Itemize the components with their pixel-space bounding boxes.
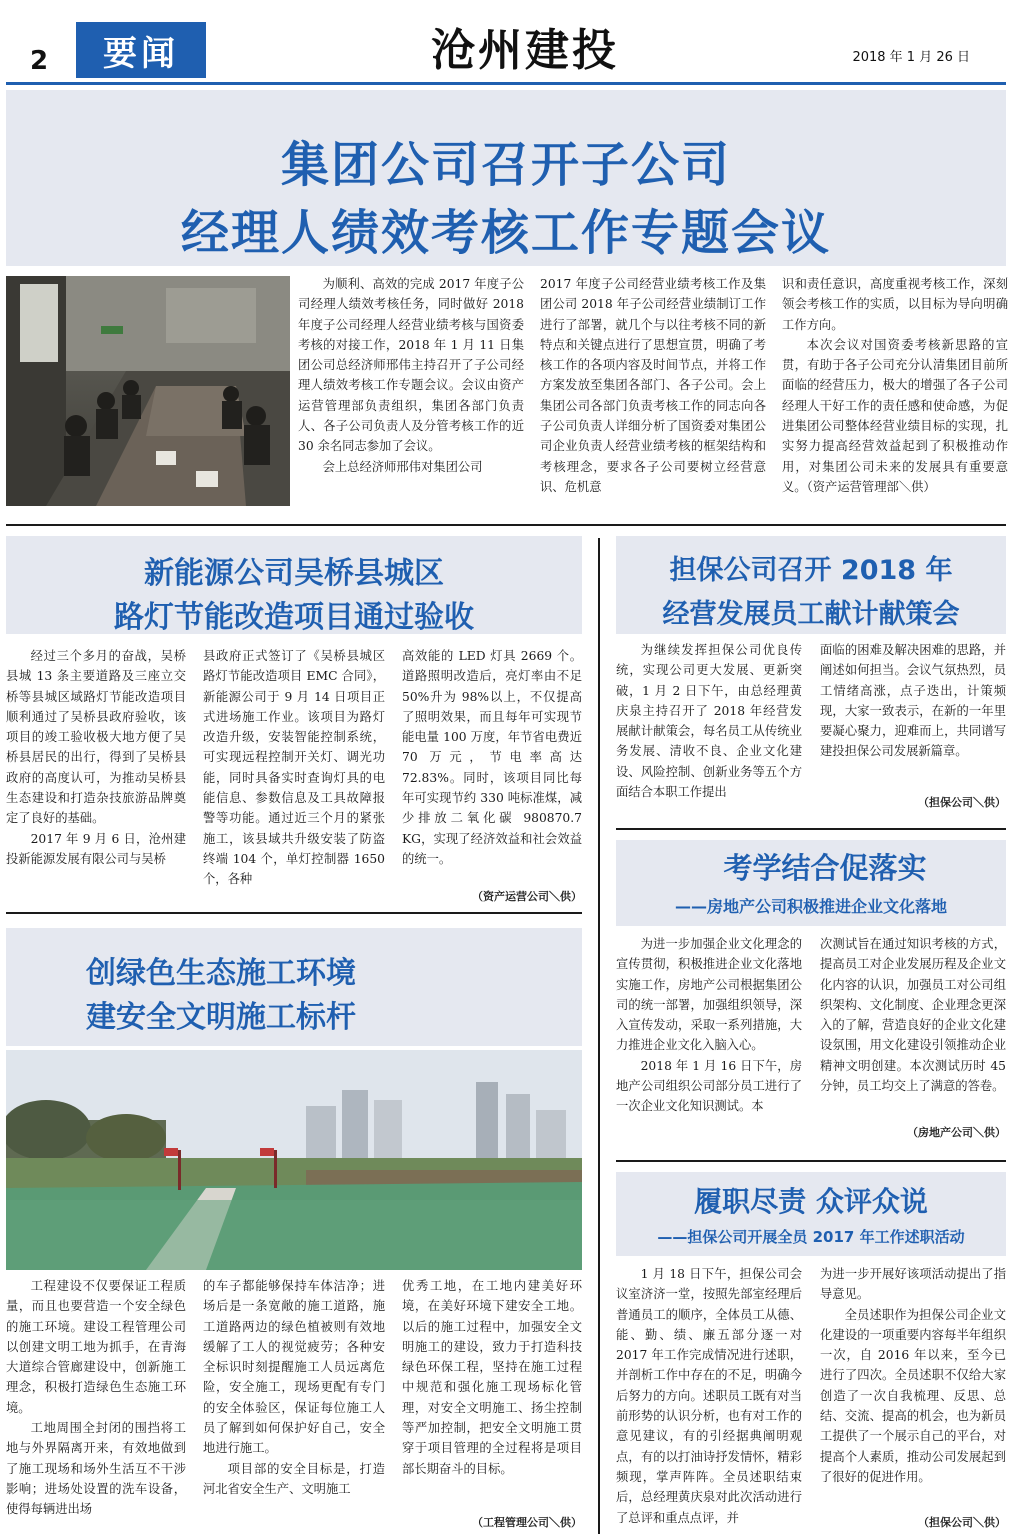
paragraph: 识和责任意识，高度重视考核工作，深刻领会考核工作的实质，以目标为导向明确工作方向。	[782, 277, 1008, 332]
lead-article-column-2	[540, 274, 766, 497]
green-construction-column-3	[402, 1276, 582, 1479]
paragraph: 1 月 18 日下午，担保公司会议室济济一堂，按照先部室经理后普通员工的顺序，全体员工从德、能、勤、绩、廉五部分逐一对 2017 年工作完成情况进行述职，并剖析工作中存在的不足，明确今后努力的方向。述职员工既有对当前形势的认识分析，也有对工作的意见建议，有的引经据典阐明观点，有的以打油诗抒发情怀，精彩频现，掌声阵阵。全员述职结束后，总经理黄庆泉对此次活动进行了总评和重点点评，并	[616, 1267, 802, 1525]
section-divider	[6, 912, 582, 914]
issue-date: 2018 年 1 月 26 日	[852, 50, 970, 65]
street-light-credit: （资产运营公司＼供）	[472, 890, 582, 903]
paragraph: 工地周围全封闭的围挡将工地与外界隔离开来，有效地做到了施工现场和场外生活互不干涉影响；进场处设置的洗车设备，使得每辆进出场	[6, 1421, 186, 1517]
guarantee-meeting-headline-line-1: 担保公司召开 2018 年	[669, 555, 953, 586]
paragraph: 为继续发挥担保公司优良传统，实现公司更大发展、更新突破，1 月 2 日下午，由总经理黄庆泉主持召开了 2018 年经营发展献计献策会，每名员工从传统业务发展、清收不良、企业文化建设、风险控制、创新业务等五个方面结合本职工作提出	[616, 643, 802, 800]
section-divider	[616, 828, 1006, 830]
paragraph: 2017 年度子公司经营业绩考核工作及集团公司 2018 年子公司经营业绩制订工作进行了部署，就几个与以往考核不同的新特点和关键点进行了思想宣贯，明确了考核工作的各项内容及时间节点，并将工作方案发放至集团各部门、各子公司。会上集团公司各部门负责考核工作的同志向各子公司负责人详细分析了国资委对集团公司企业负责人经营业绩考核的框架结构和考核理念，要求各子公司要树立经营意识、危机意	[540, 277, 766, 494]
culture-test-column-1	[616, 934, 802, 1117]
street-light-column-3	[402, 646, 582, 869]
annual-review-subheadline: ——担保公司开展全员 2017 年工作述职活动	[657, 1228, 965, 1246]
guarantee-meeting-headline-line-2: 经营发展员工献计献策会	[662, 599, 960, 630]
lead-headline-banner	[6, 90, 1006, 266]
paragraph: 的车子都能够保持车体洁净；进场后是一条宽敞的施工道路，施工道路两边的绿色植被则有效地缓解了工人的视觉疲劳；各种安全标识时刻提醒施工人员远离危险，安全施工，现场更配有专门的安全体验区，保证每位施工人员了解到如何保护好自己，安全地进行施工。	[203, 1279, 385, 1456]
paragraph: 次测试旨在通过知识考核的方式，提高员工对企业发展历程及企业文化内容的认识，加强员工对公司组织架构、文化制度、企业理念更深入的了解，营造良好的企业文化建设氛围，用文化建设引领推动企业精神文明创建。本次测试历时 45 分钟，员工均交上了满意的答卷。	[820, 937, 1006, 1094]
green-construction-headline-box	[6, 928, 582, 1046]
lead-article-column-1	[298, 274, 524, 477]
paragraph: 本次会议对国资委考核新思路的宣贯，有助于各子公司充分认清集团目前所面临的经营压力，极大的增强了各子公司经理人干好工作的责任感和使命感，为促进集团公司整体经营业绩目标的实现，扎实努力提高经营效益起到了积极推动作用，对集团公司未来的发展具有重要意义。（资产运营管理部＼供）	[782, 337, 1008, 494]
annual-review-headline-box	[616, 1172, 1006, 1256]
page-number: 2	[30, 46, 49, 76]
culture-test-headline: 考学结合促落实	[723, 851, 927, 885]
paragraph: 面临的困难及解决困难的思路，并阐述如何担当。会议气氛热烈，员工情绪高涨，点子迭出，计策频现，大家一致表示，在新的一年里要凝心聚力，迎难而上，共同谱写建投担保公司发展新篇章。	[820, 643, 1006, 759]
annual-review-column-2	[820, 1264, 1006, 1487]
guarantee-meeting-column-1	[616, 640, 802, 802]
lead-headline-line-1: 集团公司召开子公司	[280, 137, 731, 193]
paragraph: 为进一步加强企业文化理念的宣传贯彻，积极推进企业文化落地实施工作，房地产公司根据集团公司的统一部署，加强组织领导，深入宣传发动，采取一系列措施，大力推进企业文化入脑入心。	[616, 937, 802, 1053]
construction-site-photo	[6, 1050, 582, 1270]
paragraph: 工程建设不仅要保证工程质量，而且也要营造一个安全绿色的施工环境。建设工程管理公司以创建文明工地为抓手，在青海大道综合管廊建设中，创新施工理念，积极打造绿色生态施工环境。	[6, 1279, 186, 1415]
green-construction-credit: （工程管理公司＼供）	[472, 1516, 582, 1529]
guarantee-meeting-credit: （担保公司＼供）	[918, 796, 1006, 809]
newspaper-title: 沧州建投	[431, 25, 619, 76]
guarantee-meeting-column-2	[820, 640, 1006, 762]
meeting-room-illustration	[6, 276, 290, 506]
green-construction-headline-line-2: 建安全文明施工标杆	[86, 1000, 356, 1035]
annual-review-headline: 履职尽责 众评众说	[694, 1185, 928, 1218]
green-construction-headline-line-1: 创绿色生态施工环境	[86, 956, 356, 991]
culture-test-headline-box	[616, 840, 1006, 926]
paragraph: 为顺利、高效的完成 2017 年度子公司经理人绩效考核任务，同时做好 2018 年度子公司经理人经营业绩考核与国资委考核的对接工作，2018 年 1 月 11 日集团公司总经济师邢伟主持召开了子公司经理人绩效考核工作专题会议。会议由资产运营管理部负责组织，集团各部门负责人、各子公司负责人及分管考核工作的近 30 余名同志参加了会议。	[298, 277, 524, 454]
guarantee-meeting-headline-box	[616, 536, 1006, 634]
green-construction-column-2	[203, 1276, 385, 1499]
paragraph: 2017 年 9 月 6 日，沧州建投新能源发展有限公司与吴桥	[6, 831, 186, 866]
paragraph: 高效能的 LED 灯具 2669 个。道路照明改造后，亮灯率由不足 50%升为 98%以上，不仅提高了照明效果，而且每年可实现节能电量 100 万度，年节省电费近 70 万元，节电率高达 72.83%。同时，该项目同比每年可实现节约 330 吨标准煤，减少排放二氧化碳 980870.7 KG，实现了经济效益和社会效益的统一。	[402, 649, 582, 866]
street-light-headline-line-2: 路灯节能改造项目通过验收	[114, 600, 474, 635]
green-construction-column-1	[6, 1276, 186, 1520]
section-tab: 要闻	[76, 22, 206, 78]
paragraph: 县政府正式签订了《吴桥县城区路灯节能改造项目 EMC 合同》，新能源公司于 9 月 14 日项目正式进场施工作业。该项目为路灯改造升级，安装智能控制系统，可实现远程控制开关灯、调光功能，同时具备实时查询灯具的电能信息、参数信息及工具故障报警等功能。通过近三个月的紧张施工，该县域共升级安装了防盗终端 104 个，单灯控制器 1650 个，各种	[203, 649, 385, 887]
masthead	[0, 0, 1012, 86]
masthead-rule	[6, 82, 1006, 85]
street-light-headline-box	[6, 536, 582, 634]
paragraph: 会上总经济师邢伟对集团公司	[322, 459, 483, 474]
culture-test-subheadline: ——房地产公司积极推进企业文化落地	[674, 897, 947, 916]
lead-article-column-3	[782, 274, 1008, 497]
culture-test-credit: （房地产公司＼供）	[907, 1126, 1006, 1139]
paragraph: 优秀工地，在工地内建美好环境，在美好环境下建安全工地。以后的施工过程中，加强安全文明施工的建设，致力于打造科技绿色环保工程，坚持在施工过程中规范和强化施工现场标化管理，对安全文明施工、扬尘控制等严加控制，把安全文明施工贯穿于项目管理的全过程将是项目部长期奋斗的目标。	[402, 1279, 582, 1476]
annual-review-column-1	[616, 1264, 802, 1528]
paragraph: 全员述职作为担保公司企业文化建设的一项重要内容每半年组织一次，自 2016 年以来，至今已进行了四次。全员述职不仅给大家创造了一次自我梳理、反思、总结、交流、提高的机会，也为新员工提供了一个展示自己的平台，对提高个人素质，推动公司发展起到了很好的促进作用。	[820, 1307, 1006, 1484]
paragraph: 2018 年 1 月 16 日下午，房地产公司组织公司部分员工进行了一次企业文化知识测试。本	[616, 1058, 802, 1114]
lead-headline-line-2: 经理人绩效考核工作专题会议	[180, 205, 831, 261]
meeting-room-photo	[6, 276, 290, 506]
column-divider	[598, 538, 600, 1534]
paragraph: 为进一步开展好该项活动提出了指导意见。	[820, 1267, 1006, 1302]
section-divider	[6, 524, 1006, 526]
street-light-headline-line-1: 新能源公司吴桥县城区	[144, 556, 444, 591]
street-light-column-1	[6, 646, 186, 869]
street-light-column-2	[203, 646, 385, 890]
section-divider	[616, 1160, 1006, 1162]
annual-review-credit: （担保公司＼供）	[918, 1516, 1006, 1529]
paragraph: 项目部的安全目标是，打造河北省安全生产、文明施工	[203, 1461, 385, 1496]
paragraph: 经过三个多月的奋战，吴桥县城 13 条主要道路及三座立交桥等县城区域路灯节能改造项目顺利通过了吴桥县政府验收，该项目的竣工验收极大地方便了吴桥县居民的出行，得到了吴桥县政府的高度认可，为推动吴桥县生态建设和打造杂技旅游品牌奠定了良好的基础。	[6, 649, 186, 826]
culture-test-column-2	[820, 934, 1006, 1096]
construction-site-illustration	[6, 1050, 582, 1270]
